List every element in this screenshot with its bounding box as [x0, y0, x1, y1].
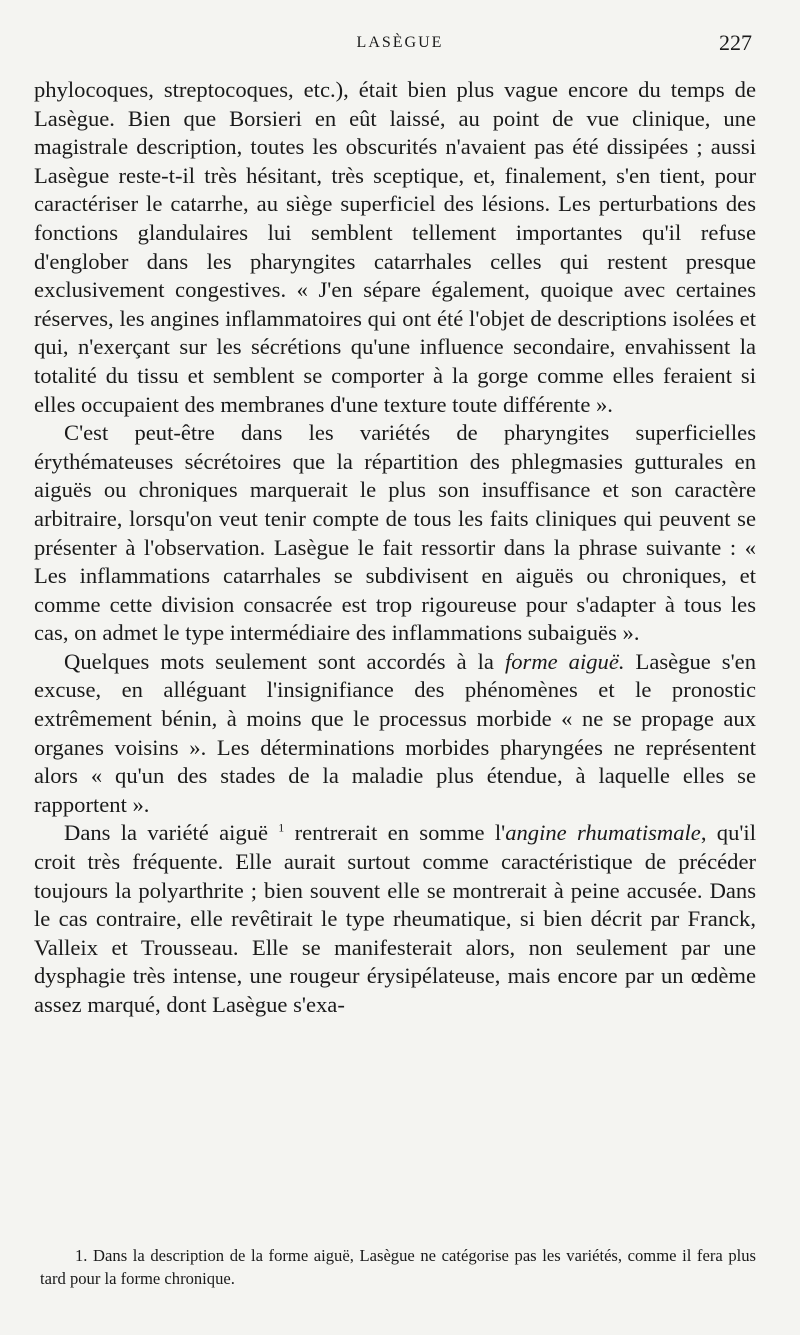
paragraph-4 — [34, 819, 756, 1019]
paragraph-2: C'est peut-être dans les variétés de pharyngites superficielles érythémateuses sécrétoires que la répartition des phlegmasies gutturales en aiguës ou chroniques marquerait le plus son insuffisance et son caractère arbitraire, lorsqu'on veut tenir compte de tous les faits cliniques qui peuvent se présenter à l'observation. Lasègue le fait ressortir dans la phrase suivante : « Les inflammations catarrhales se subdivisent en aiguës ou chroniques, et comme cette division consacrée est trop rigoureuse pour s'adapter à tous les cas, on admet le type intermédiaire des inflammations subaiguës ». — [34, 420, 756, 646]
page-number: 227 — [719, 30, 752, 55]
paragraph-3-text-a: Quelques mots seulement sont accordés à la — [64, 648, 505, 674]
running-head-title: LASÈGUE — [356, 34, 444, 51]
footnote-1: 1. Dans la description de la forme aiguë, Lasègue ne catégorise pas les variétés, comme il fera plus tard pour la forme chronique. — [40, 1246, 756, 1288]
footnotes — [40, 1244, 756, 1290]
paragraph-3-text-b: Lasègue s'en excuse, en alléguant l'insignifiance des phénomènes et le pronostic extrêmement bénin, à moins que le processus morbide « ne se propage aux organes voisins ». Les déterminations morbides pharyngées ne représentent alors « qu'un des stades de la maladie plus étendue, à laquelle elles se rapportent ». — [34, 648, 756, 817]
running-head — [0, 30, 800, 56]
paragraph-1: phylocoques, streptocoques, etc.), était bien plus vague encore du temps de Lasègue. Bien que Borsieri en eût laissé, au point de vue clinique, une magistrale description, toutes les obscurités n'avaient pas été dissipées ; aussi Lasègue reste-t-il très hésitant, très sceptique, et, finalement, s'en tient, pour caractériser le catarrhe, au siège superficiel des lésions. Les perturbations des fonctions glandulaires lui semblent tellement importantes qu'il refuse d'englober dans les pharyngites catarrhales celles qui restent presque exclusivement congestives. « J'en sépare également, quoique avec certaines réserves, les angines inflammatoires qui ont été l'objet de descriptions isolées et qui, n'exerçant sur les sécrétions qu'une influence secondaire, envahissent la totalité du tissu et semblent se comporter à la gorge comme elles feraient si elles occupaient des membranes d'une texture toute différente ». — [34, 77, 756, 417]
body-text — [34, 76, 756, 1020]
paragraph-3 — [34, 648, 756, 820]
paragraph-4-text-a: Dans la variété aiguë — [64, 820, 279, 846]
paragraph-4-text-b: rentrerait en somme l' — [284, 820, 506, 846]
paragraph-4-emphasis: angine rhumatismale — [505, 820, 701, 846]
footnote-reference: 1 — [278, 820, 285, 835]
paragraph-3-emphasis: forme aiguë. — [504, 648, 625, 674]
paragraph-4-text-c: , qu'il croit très fréquente. Elle aurait surtout comme caractéristique de précéder toujours la polyarthrite ; bien souvent elle se montrerait à peine accusée. Dans le cas contraire, elle revêtirait le type rheumatique, si bien décrit par Franck, Valleix et Trousseau. Elle se manifesterait alors, non seulement par une dysphagie très intense, une rougeur érysipélateuse, mais encore par un œdème assez marqué, dont Lasègue s'exa- — [34, 820, 756, 1017]
